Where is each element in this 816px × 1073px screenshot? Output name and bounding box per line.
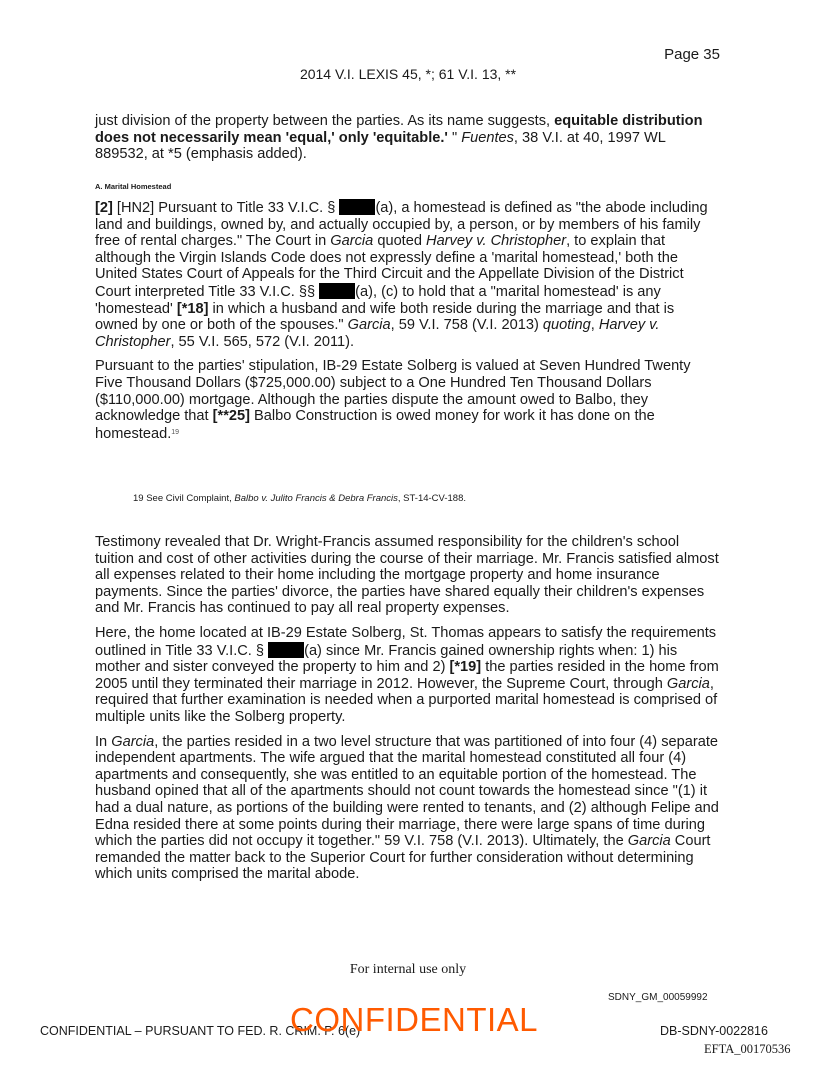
paragraph-text: , 59 V.I. 758 (V.I. 2013) — [390, 317, 543, 334]
footnote-reference[interactable]: 19 — [171, 428, 180, 436]
paragraph-text: , 55 V.I. 565, 572 (V.I. 2011). — [170, 333, 355, 350]
paragraph-testimony: Testimony revealed that Dr. Wright-Francis assumed responsibility for the children's school tuition and cost of other activities during the course of their marriage. Mr. Francis satisfied almost all expenses related to their home including the mortgage property and home insurance payments. Since the parties' divorce, the parties have shared equally their children's expenses and Mr. Francis has continued to pay all real property expenses. — [95, 534, 719, 617]
redaction-box — [268, 642, 304, 658]
intro-emphasis: equitable distribution does not necessarily mean 'equal,' only 'equitable.' — [95, 113, 703, 146]
paragraph-text: (a), a homestead is defined as "the abode including land and buildings, owned by, and actually occupied by, a person, or by members of his family free of rental charges." The Court in — [95, 200, 708, 250]
paragraph-marker: [2] — [95, 200, 113, 216]
paragraph-text: Court remanded the matter back to the Superior Court for further consideration without determining which units comprised the marital abode. — [95, 833, 711, 883]
redaction-box — [319, 283, 355, 299]
star-page-marker: [*19] — [449, 659, 482, 676]
intro-text: " — [447, 129, 462, 146]
paragraph-stipulation — [95, 358, 720, 442]
footnote-text: , ST-14-CV-188. — [397, 493, 467, 504]
paragraph-text: Balbo Construction is owed money for work it has done on the homestead. — [95, 408, 655, 442]
internal-use-notice: For internal use only — [349, 962, 467, 977]
case-name-fuentes: Fuentes — [461, 129, 514, 146]
paragraph-here — [95, 625, 720, 726]
confidential-notice: CONFIDENTIAL – PURSUANT TO FED. R. CRIM. P. 6(e) — [40, 1024, 361, 1038]
efta-number: EFTA_00170536 — [704, 1042, 791, 1056]
case-name: Balbo v. Julito Francis & Debra Francis — [234, 493, 398, 504]
paragraph-text: quoted — [373, 233, 427, 250]
paragraph-hn2 — [95, 199, 720, 350]
paragraph-text: Pursuant to the parties' stipulation, IB-29 Estate Solberg is valued at Seven Hundred Twenty Five Thousand Dollars ($725,000.00) subject to a One Hundred Ten Thousand Dollars ($110,000.00) mortgage. Although the parties dispute the amount owed to Balbo, they acknowledge that — [95, 358, 691, 425]
confidential-stamp: CONFIDENTIAL — [290, 1001, 539, 1038]
paragraph-text: Here, the home located at IB-29 Estate Solberg, St. Thomas appears to satisfy the requirements outlined in Title 33 V.I.C. § — [95, 624, 717, 659]
case-name: Garcia — [627, 833, 671, 850]
case-name: Garcia — [347, 317, 391, 334]
case-name: Garcia — [666, 675, 710, 692]
signal-word: quoting — [542, 317, 591, 334]
intro-text: , 38 V.I. at 40, 1997 WL 889532, at *5 (emphasis added). — [95, 129, 666, 163]
intro-paragraph — [95, 113, 720, 171]
paragraph-text: , the parties resided in a two level structure that was partitioned of into four (4) separate independent apartments. The wife argued that the marital homestead constituted all four (4) apartments and consequently, she was entitled to an equitable portion of the homestead. The husband opined that all of the apartments should not count towards the homestead since "(1) it had a dual nature, as portions of the building were rented to tenants, and (2) although Felipe and Edna resided there at some points during their marriage, there were large spans of time during which the parties did not occupy it together." 59 V.I. 758 (V.I. 2013). Ultimately, the — [95, 733, 719, 850]
footnote-19 — [133, 493, 466, 504]
paragraph-text: [HN2] Pursuant to Title 33 V.I.C. § — [112, 200, 340, 216]
body-section-homestead — [95, 199, 720, 450]
paragraph-text: , required that further examination is needed when a purported marital homestead is comprised of multiple units like the Solberg property. — [95, 675, 718, 725]
paragraph-text: (a) since Mr. Francis gained ownership rights when: 1) his mother and sister conveyed the property to him and 2) — [95, 642, 678, 676]
bates-number-sdny-gm: SDNY_GM_00059992 — [608, 992, 708, 1003]
star-page-marker: [**25] — [212, 408, 250, 425]
redaction-box — [339, 199, 375, 215]
page-number: Page 35 — [664, 46, 720, 63]
footnote-text: 19 See Civil Complaint, — [133, 493, 235, 504]
paragraph-text: in which a husband and wife both reside during the marriage and that is owned by one or both of the spouses." — [95, 300, 675, 334]
bates-number-db-sdny: DB-SDNY-0022816 — [660, 1024, 768, 1038]
case-name: Garcia — [330, 233, 374, 250]
paragraph-text: In — [95, 733, 112, 750]
paragraph-text: the parties resided in the home from 2005 until they terminated their marriage in 2012. However, the Supreme Court, through — [95, 659, 719, 692]
paragraph-text: , to explain that although the Virgin Islands Code does not expressly define a 'marital homestead,' both the United States Court of Appeals for the Third Circuit and the Appellate Division of the District Court interpreted Title 33 V.I.C. §§ — [95, 233, 684, 300]
case-name: Harvey v. Christopher — [426, 233, 567, 250]
section-heading: A. Marital Homestead — [95, 182, 172, 191]
paragraph-garcia — [95, 734, 720, 883]
case-name: Garcia — [111, 733, 155, 750]
star-page-marker: [*18] — [176, 300, 209, 317]
body-section-analysis — [95, 534, 720, 891]
paragraph-text: (a), (c) to hold that a "marital homestead' is any 'homestead' — [95, 283, 661, 317]
paragraph-text: , — [590, 317, 599, 334]
case-name: Harvey v. Christopher — [95, 317, 660, 350]
intro-text: just division of the property between the parties. As its name suggests, — [95, 113, 555, 129]
case-citation-header: 2014 V.I. LEXIS 45, *; 61 V.I. 13, ** — [299, 66, 517, 82]
